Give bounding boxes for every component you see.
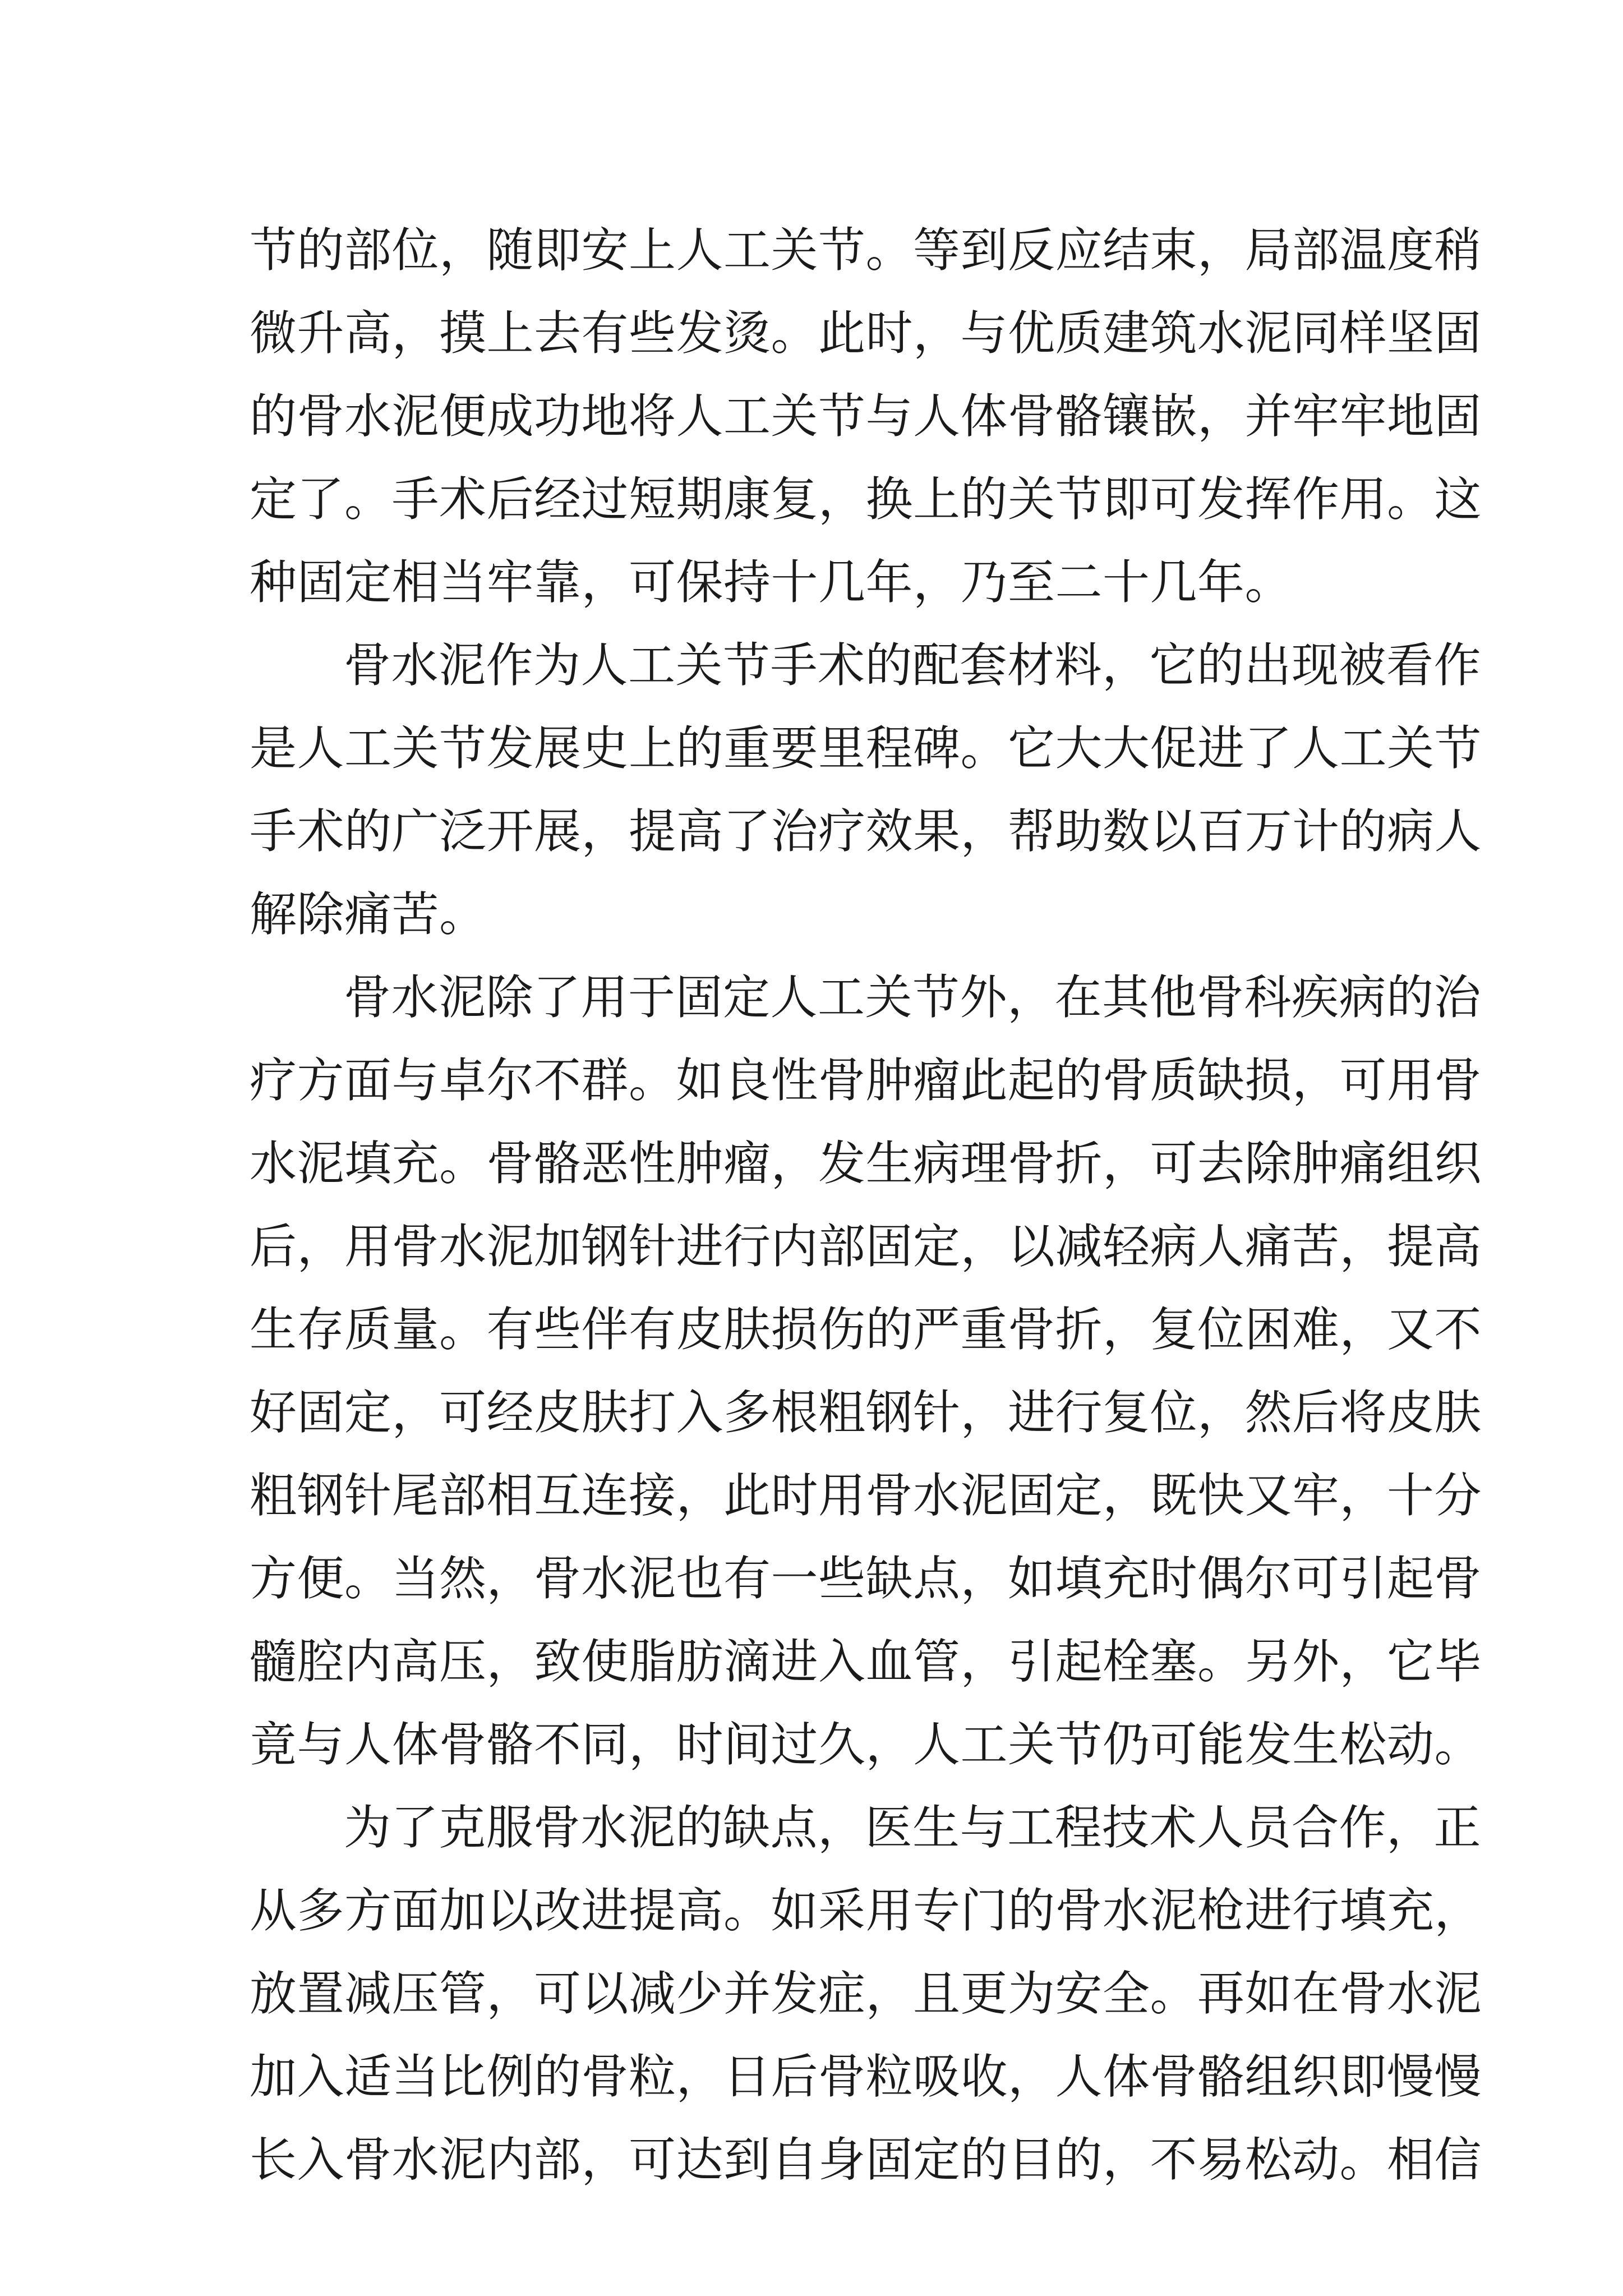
text-line: 竟与人体骨骼不同，时间过久，人工关节仍可能发生松动。 xyxy=(250,1717,1482,1772)
text-line: 种固定相当牢靠，可保持十几年，乃至二十几年。 xyxy=(250,555,1293,610)
text-line: 节的部位，随即安上人工关节。等到反应结束，局部温度稍 xyxy=(250,223,1482,278)
text-line: 生存质量。有些伴有皮肤损伤的严重骨折，复位困难，又不 xyxy=(250,1302,1482,1357)
paragraph-first-line: 骨水泥作为人工关节手术的配套材料，它的出现被看作 xyxy=(344,638,1482,693)
text-line: 的骨水泥便成功地将人工关节与人体骨骼镶嵌，并牢牢地固 xyxy=(250,389,1482,444)
text-line: 好固定，可经皮肤打入多根粗钢针，进行复位，然后将皮肤 xyxy=(250,1385,1482,1440)
text-line: 放置减压管，可以减少并发症，且更为安全。再如在骨水泥 xyxy=(250,1966,1482,2021)
text-line: 水泥填充。骨骼恶性肿瘤，发生病理骨折，可去除肿痛组织 xyxy=(250,1136,1482,1191)
text-line: 疗方面与卓尔不群。如良性骨肿瘤此起的骨质缺损，可用骨 xyxy=(250,1053,1482,1108)
text-line: 后，用骨水泥加钢针进行内部固定，以减轻病人痛苦，提高 xyxy=(250,1219,1482,1274)
text-line: 长入骨水泥内部，可达到自身固定的目的，不易松动。相信 xyxy=(250,2132,1482,2187)
text-line: 微升高，摸上去有些发烫。此时，与优质建筑水泥同样坚固 xyxy=(250,306,1482,361)
paragraph-first-line: 骨水泥除了用于固定人工关节外，在其他骨科疾病的治 xyxy=(344,970,1482,1025)
text-line: 是人工关节发展史上的重要里程碑。它大大促进了人工关节 xyxy=(250,721,1482,776)
body-text xyxy=(250,209,1482,2201)
paragraph-first-line: 为了克服骨水泥的缺点，医生与工程技术人员合作，正 xyxy=(344,1800,1482,1855)
text-line: 定了。手术后经过短期康复，换上的关节即可发挥作用。这 xyxy=(250,472,1482,527)
text-line: 方便。当然，骨水泥也有一些缺点，如填充时偶尔可引起骨 xyxy=(250,1551,1482,1606)
text-line: 解除痛苦。 xyxy=(250,887,487,942)
text-line: 从多方面加以改进提高。如采用专门的骨水泥枪进行填充， xyxy=(250,1883,1482,1938)
text-line: 手术的广泛开展，提高了治疗效果，帮助数以百万计的病人 xyxy=(250,804,1482,859)
text-line: 粗钢针尾部相互连接，此时用骨水泥固定，既快又牢，十分 xyxy=(250,1468,1482,1523)
text-line: 加入适当比例的骨粒，日后骨粒吸收，人体骨骼组织即慢慢 xyxy=(250,2049,1482,2104)
text-line: 髓腔内高压，致使脂肪滴进入血管，引起栓塞。另外，它毕 xyxy=(250,1634,1482,1689)
